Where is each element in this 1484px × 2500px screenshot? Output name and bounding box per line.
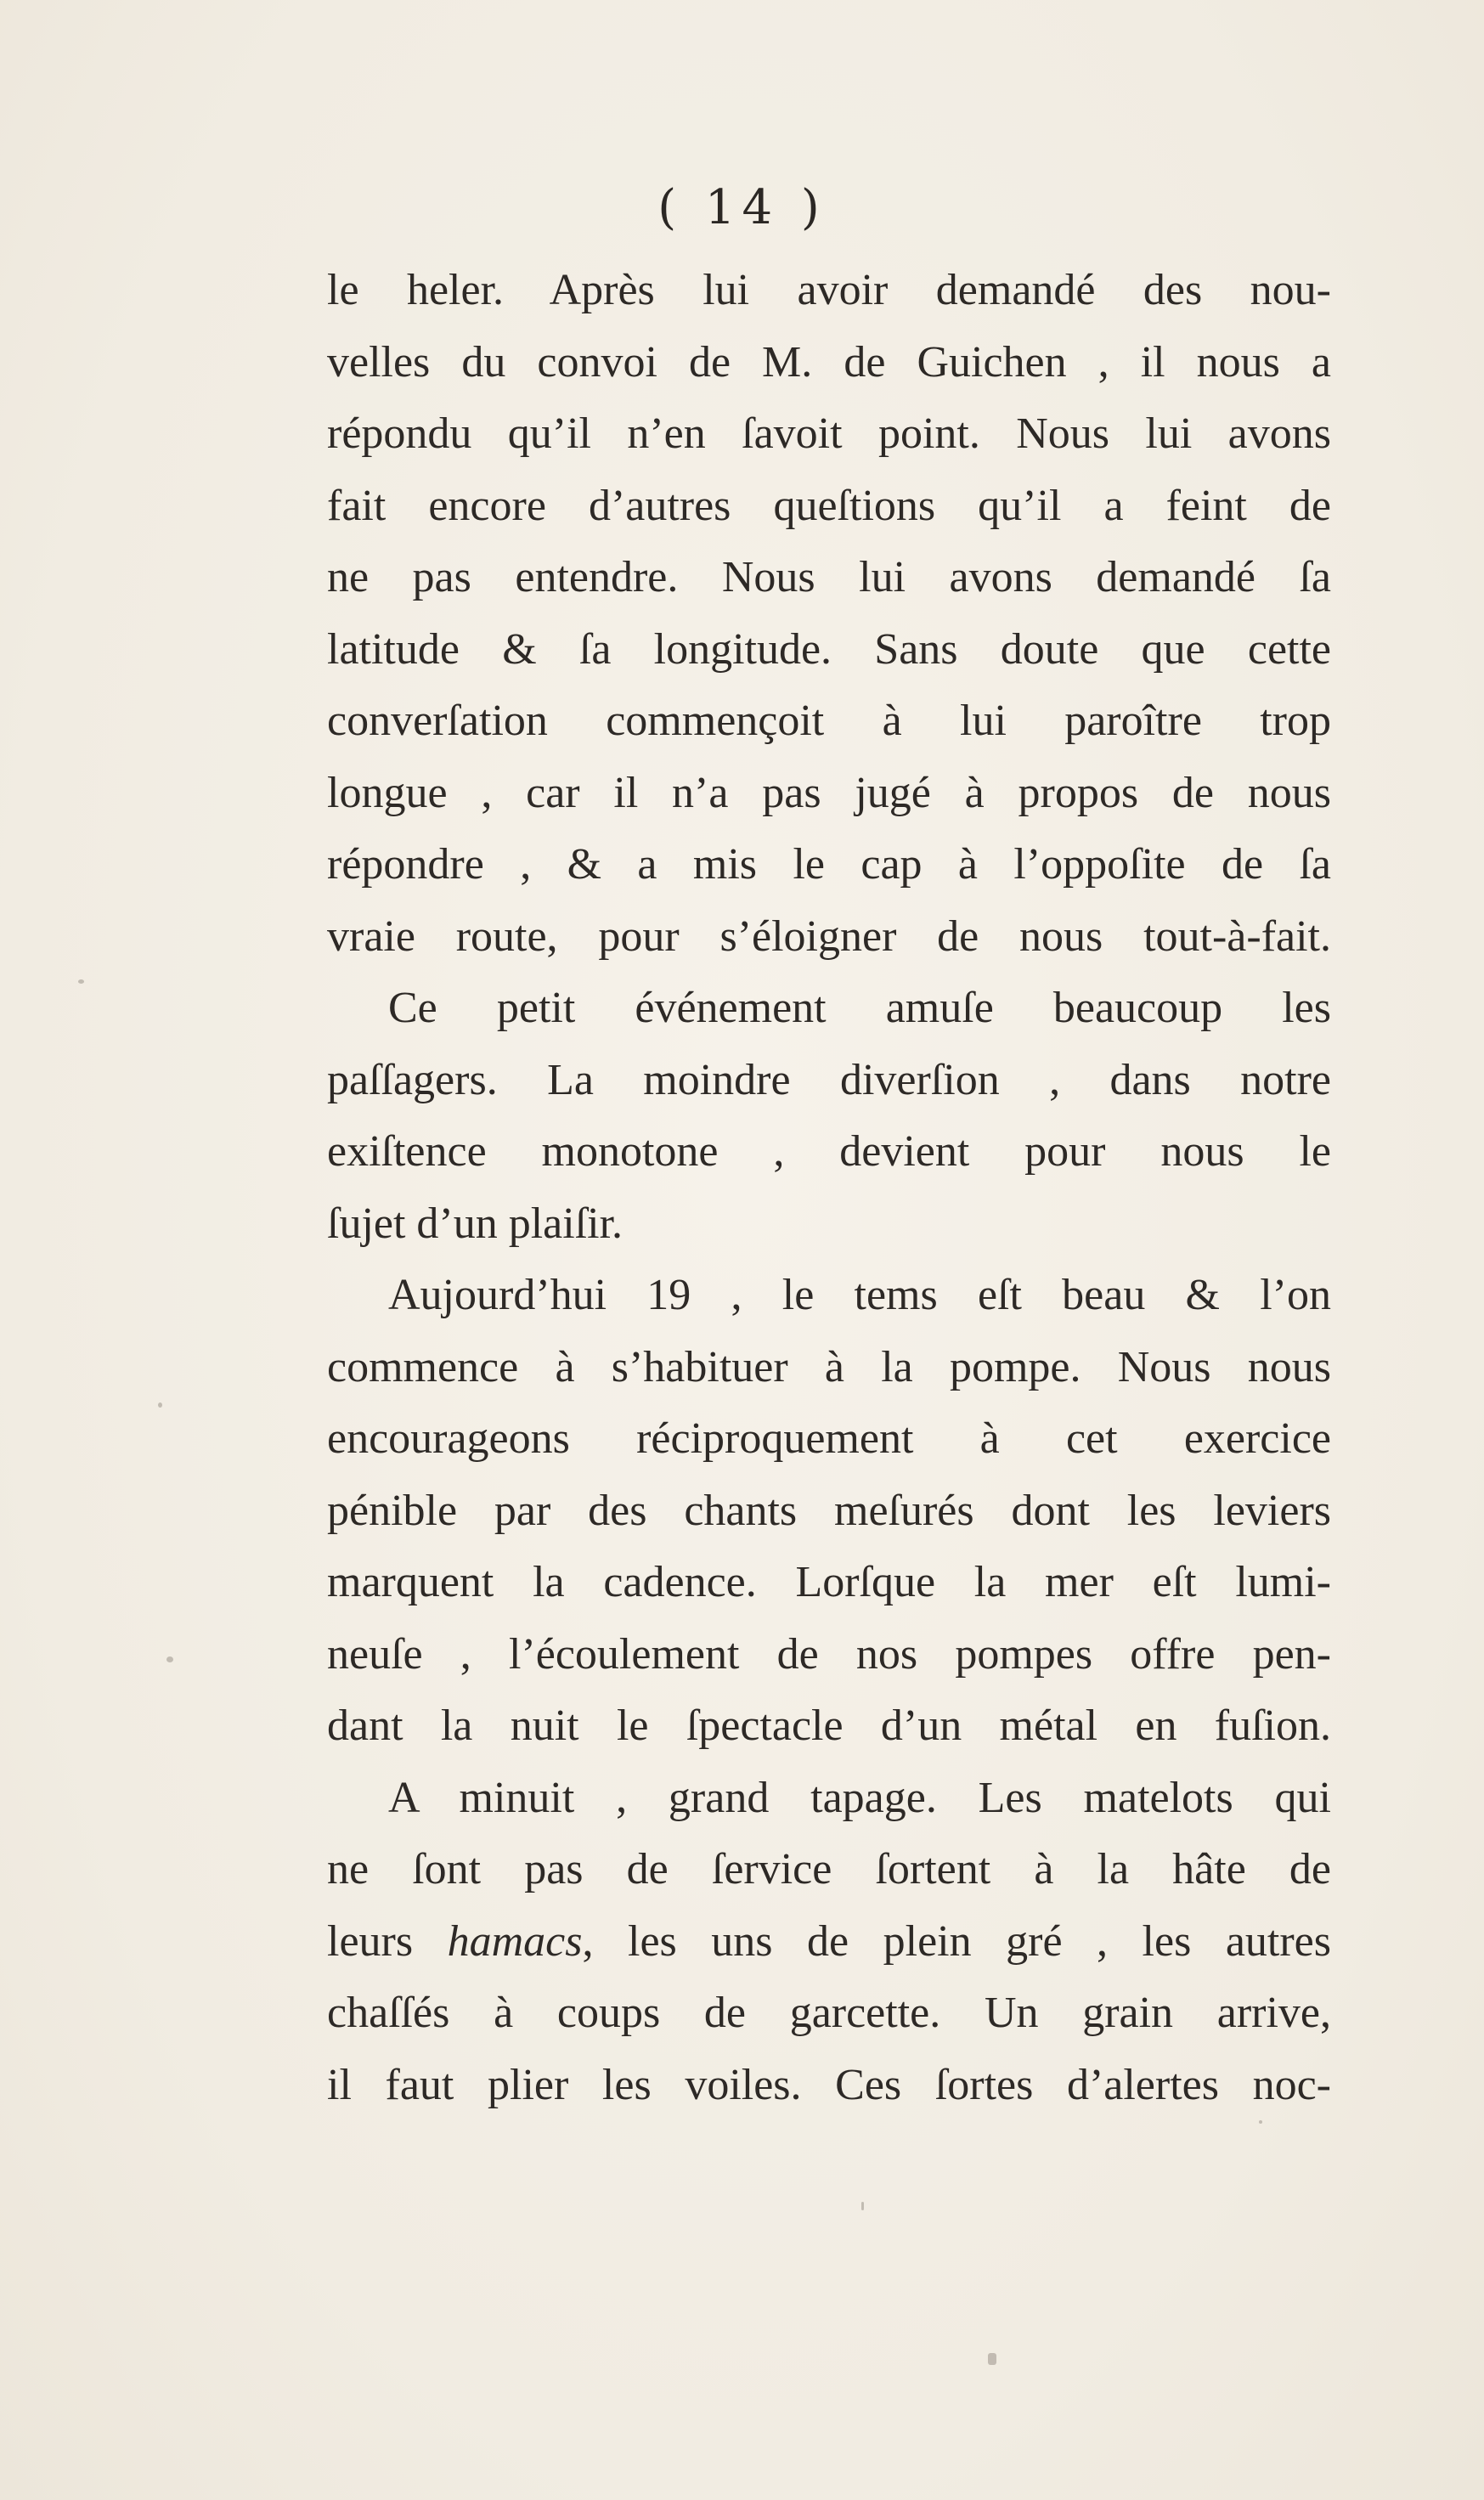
text-line: encourageons réciproquement à cet exercice <box>327 1414 1331 1463</box>
text-line: chaſſés à coups de garcette. Un grain arrive, <box>327 1989 1331 2037</box>
text-line: neuſe , l’écoulement de nos pompes offre pen- <box>327 1629 1331 1679</box>
text-line: paſſagers. La moindre diverſion , dans notre <box>327 1055 1331 1104</box>
paper-speck <box>78 979 84 984</box>
text-line: le heler. Après lui avoir demandé des nou- <box>327 266 1331 314</box>
text-line: ſujet d’un plaiſir. <box>327 1199 624 1248</box>
text-line: exiſtence monotone , devient pour nous le <box>327 1127 1331 1176</box>
text-line: dant la nuit le ſpectacle d’un métal en fuſion. <box>327 1701 1331 1750</box>
text-line: répondre , & a mis le cap à l’oppoſite de ſa <box>327 840 1331 889</box>
text-segment: , les uns de plein gré , les autres <box>582 1916 1331 1966</box>
text-line: il faut plier les voiles. Ces ſortes d’alertes noc- <box>327 2060 1331 2109</box>
text-line: marquent la cadence. Lorſque la mer eſt lumi- <box>327 1558 1331 1606</box>
text-line: A minuit , grand tapage. Les matelots qui <box>388 1773 1331 1822</box>
text-line: commence à s’habituer à la pompe. Nous nous <box>327 1342 1331 1391</box>
text-line: ne ſont pas de ſervice ſortent à la hâte de <box>327 1845 1331 1893</box>
paper-speck <box>1259 2120 1262 2124</box>
text-line: longue , car il n’a pas jugé à propos de nous <box>327 768 1331 817</box>
text-line: fait encore d’autres queſtions qu’il a feint de <box>327 481 1331 530</box>
text-segment: leurs <box>327 1916 448 1966</box>
text-line: Aujourd’hui 19 , le tems eſt beau & l’on <box>388 1271 1331 1319</box>
text-line: vraie route, pour s’éloigner de nous tout-à-fait. <box>327 911 1331 961</box>
paper-speck <box>158 1402 162 1408</box>
text-line <box>327 1906 1331 1978</box>
paper-speck <box>861 2202 864 2210</box>
text-line: pénible par des chants meſurés dont les leviers <box>327 1486 1331 1535</box>
text-line: latitude & ſa longitude. Sans doute que cette <box>327 624 1331 674</box>
text-line: ne pas entendre. Nous lui avons demandé ſa <box>327 553 1331 601</box>
text-line: velles du convoi de M. de Guichen , il nous a <box>327 337 1331 387</box>
text-line: Ce petit événement amuſe beaucoup les <box>388 984 1331 1032</box>
page-number: ( 14 ) <box>657 180 827 235</box>
text-line: répondu qu’il n’en ſavoit point. Nous lui avons <box>327 409 1331 458</box>
italic-word: hamacs <box>447 1916 583 1966</box>
body-text <box>327 255 1331 2121</box>
paper-speck <box>988 2353 996 2365</box>
text-line: converſation commençoit à lui paroître trop <box>327 697 1331 745</box>
paper-speck <box>166 1656 173 1662</box>
